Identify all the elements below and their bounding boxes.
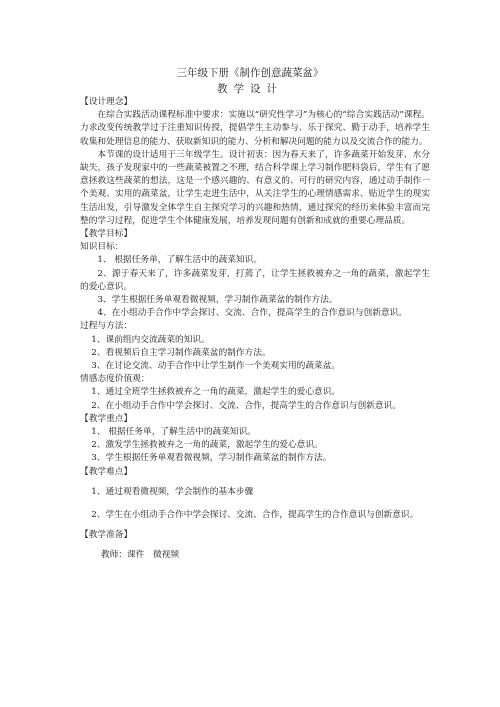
list-item: 教师：课件 微视频 — [100, 550, 180, 561]
list-item: 1、课前组内交流蔬菜的知识。 — [91, 334, 210, 345]
section-heading-design-concept: 【设计理念】 — [80, 97, 133, 107]
group-label-attitude-values: 情感态度价值观： — [80, 374, 150, 385]
section-heading-difficulties: 【教学难点】 — [80, 466, 133, 477]
list-item: 1、 根据任务单，了解生活中的蔬菜知识。 — [91, 427, 256, 438]
list-item: 2、源于春天来了，许多蔬菜发芽，打蔫了，让学生拯救被弃之一角的蔬菜，激起学生的爱心意识。 — [80, 268, 430, 292]
list-item: 4、在小组动手合作中学会探讨、交流、合作，提高学生的合作意识与创新意识。 — [97, 308, 407, 319]
document-subtitle: 教学设计 — [217, 83, 283, 95]
section-heading-teaching-objectives: 【教学目标】 — [80, 229, 133, 240]
paragraph: 在综合实践活动课程标准中要求：实施以“研究性学习”为核心的“综合实践活动”课程。力求改变传统教学过于注重知识传授，提倡学生主动参与、乐于探究、勤于动手，培养学生收集和处理信息的能力、获取新知识的能力、分析和解决问题的能力以及交流合作的能力。 — [80, 110, 430, 147]
list-item: 2、激发学生拯救被弃之一角的蔬菜，激起学生的爱心意识。 — [91, 440, 323, 451]
list-item: 2、在小组动手合作中学会探讨、交流、合作，提高学生的合作意识与创新意识。 — [91, 400, 401, 411]
list-item: 3、学生根据任务单观看微视频，学习制作蔬菜盆的制作方法。 — [91, 453, 332, 464]
list-item: 1、通过全班学生拯救被弃之一角的蔬菜，激起学生的爱心意识。 — [91, 387, 341, 398]
list-item: 1、通过观看微视频，学会制作的基本步骤 — [91, 486, 254, 497]
document-title: 三年级下册《制作创意蔬菜盆》 — [176, 67, 324, 79]
list-item: 3、在讨论交流、动手合作中让学生制作一个美观实用的蔬菜盆。 — [91, 361, 341, 372]
paragraph: 本节课的设计适用于三年级学生。设计初衷：因为春天来了，许多蔬菜开始发芽、水分缺失，孩子发现家中的一些蔬菜被置之不理，结合科学课上学习制作肥料袋后，学生有了愿意拯救这些蔬菜的想法，这是一个感兴趣的、有意义的、可行的研究内容，通过动手制作一个美观、实用的蔬菜盆，让学生走进生活中，从关注学生的心理情感需求、贴近学生的现实生活出发，引导激发全体学生自主探究学习的兴趣和热情，通过探究的经历来体验丰富而完整的学习过程，促进学生个体健康发展，培养发现问题有创新和成就的重要心理品质。 — [80, 149, 430, 226]
list-item: 1、 根据任务单，了解生活中的蔬菜知识。 — [97, 255, 263, 266]
group-label-knowledge: 知识目标： — [80, 242, 124, 253]
group-label-process-methods: 过程与方法： — [80, 321, 133, 332]
document-body — [80, 96, 430, 563]
list-item: 2、学生在小组动手合作中学会探讨、交流、合作，提高学生的合作意识与创新意识。 — [91, 510, 419, 521]
section-heading-preparation: 【教学准备】 — [80, 530, 133, 541]
list-item: 2、看视频后自主学习制作蔬菜盆的制作方法。 — [91, 347, 271, 358]
list-item: 3、学生根据任务单观看微视频，学习制作蔬菜盆的制作方法。 — [97, 295, 338, 306]
section-heading-key-points: 【教学重点】 — [80, 413, 133, 424]
